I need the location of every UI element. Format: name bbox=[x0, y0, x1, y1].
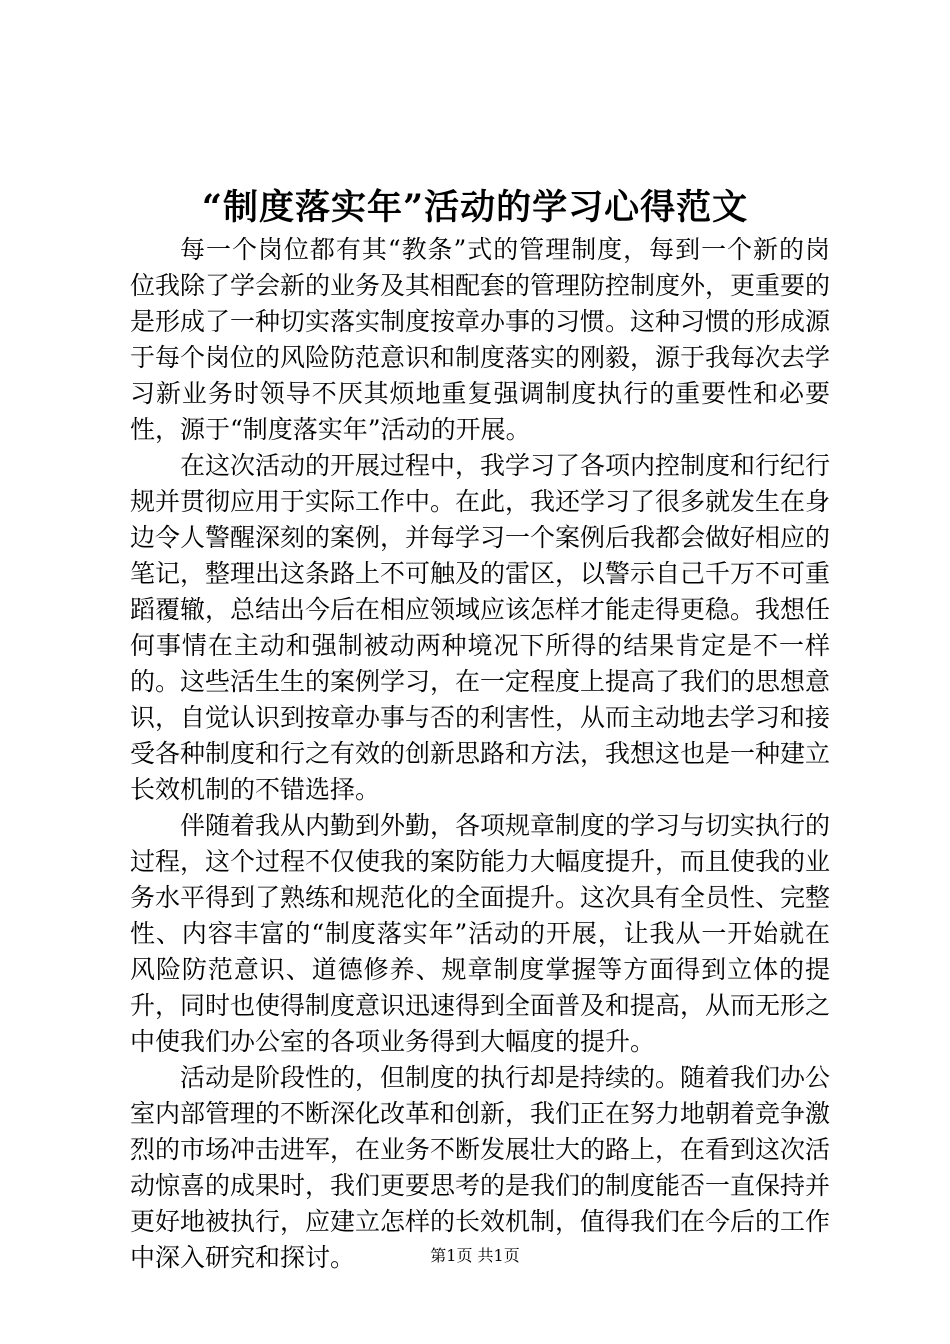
paragraph-4: 活动是阶段性的，但制度的执行却是持续的。随着我们办公室内部管理的不断深化改革和创新，我们正在努力地朝着竞争激烈的市场冲击进军，在业务不断发展壮大的路上，在看到这次活动惊喜的成果时，我们更要思考的是我们的制度能否一直保持并更好地被执行，应建立怎样的长效机制，值得我们在今后的工作中深入研究和探讨。 bbox=[130, 1063, 831, 1272]
page-footer: 第1页 共1页 bbox=[430, 1246, 520, 1265]
document-body bbox=[130, 232, 830, 1276]
paragraph-2: 在这次活动的开展过程中，我学习了各项内控制度和行纪行规并贯彻应用于实际工作中。在此，我还学习了很多就发生在身边令人警醒深刻的案例，并每学习一个案例后我都会做好相应的笔记，整理出这条路上不可触及的雷区，以警示自己千万不可重蹈覆辙，总结出今后在相应领域应该怎样才能走得更稳。我想任何事情在主动和强制被动两种境况下所得的结果肯定是不一样的。这些活生生的案例学习，在一定程度上提高了我们的思想意识，自觉认识到按章办事与否的利害性，从而主动地去学习和接受各种制度和行之有效的创新思路和方法，我想这也是一种建立长效机制的不错选择。 bbox=[130, 451, 831, 804]
paragraph-1: 每一个岗位都有其“教条”式的管理制度，每到一个新的岗位我除了学会新的业务及其相配套的管理防控制度外，更重要的是形成了一种切实落实制度按章办事的习惯。这种习惯的形成源于每个岗位的风险防范意识和制度落实的刚毅，源于我每次去学习新业务时领导不厌其烦地重复强调制度执行的重要性和必要性，源于“制度落实年”活动的开展。 bbox=[130, 235, 831, 444]
document-title: “制度落实年”活动的学习心得范文 bbox=[201, 187, 749, 228]
paragraph-3: 伴随着我从内勤到外勤，各项规章制度的学习与切实执行的过程，这个过程不仅使我的案防能力大幅度提升，而且使我的业务水平得到了熟练和规范化的全面提升。这次具有全员性、完整性、内容丰富的“制度落实年”活动的开展，让我从一开始就在风险防范意识、道德修养、规章制度掌握等方面得到立体的提升，同时也使得制度意识迅速得到全面普及和提高，从而无形之中使我们办公室的各项业务得到大幅度的提升。 bbox=[130, 811, 831, 1056]
